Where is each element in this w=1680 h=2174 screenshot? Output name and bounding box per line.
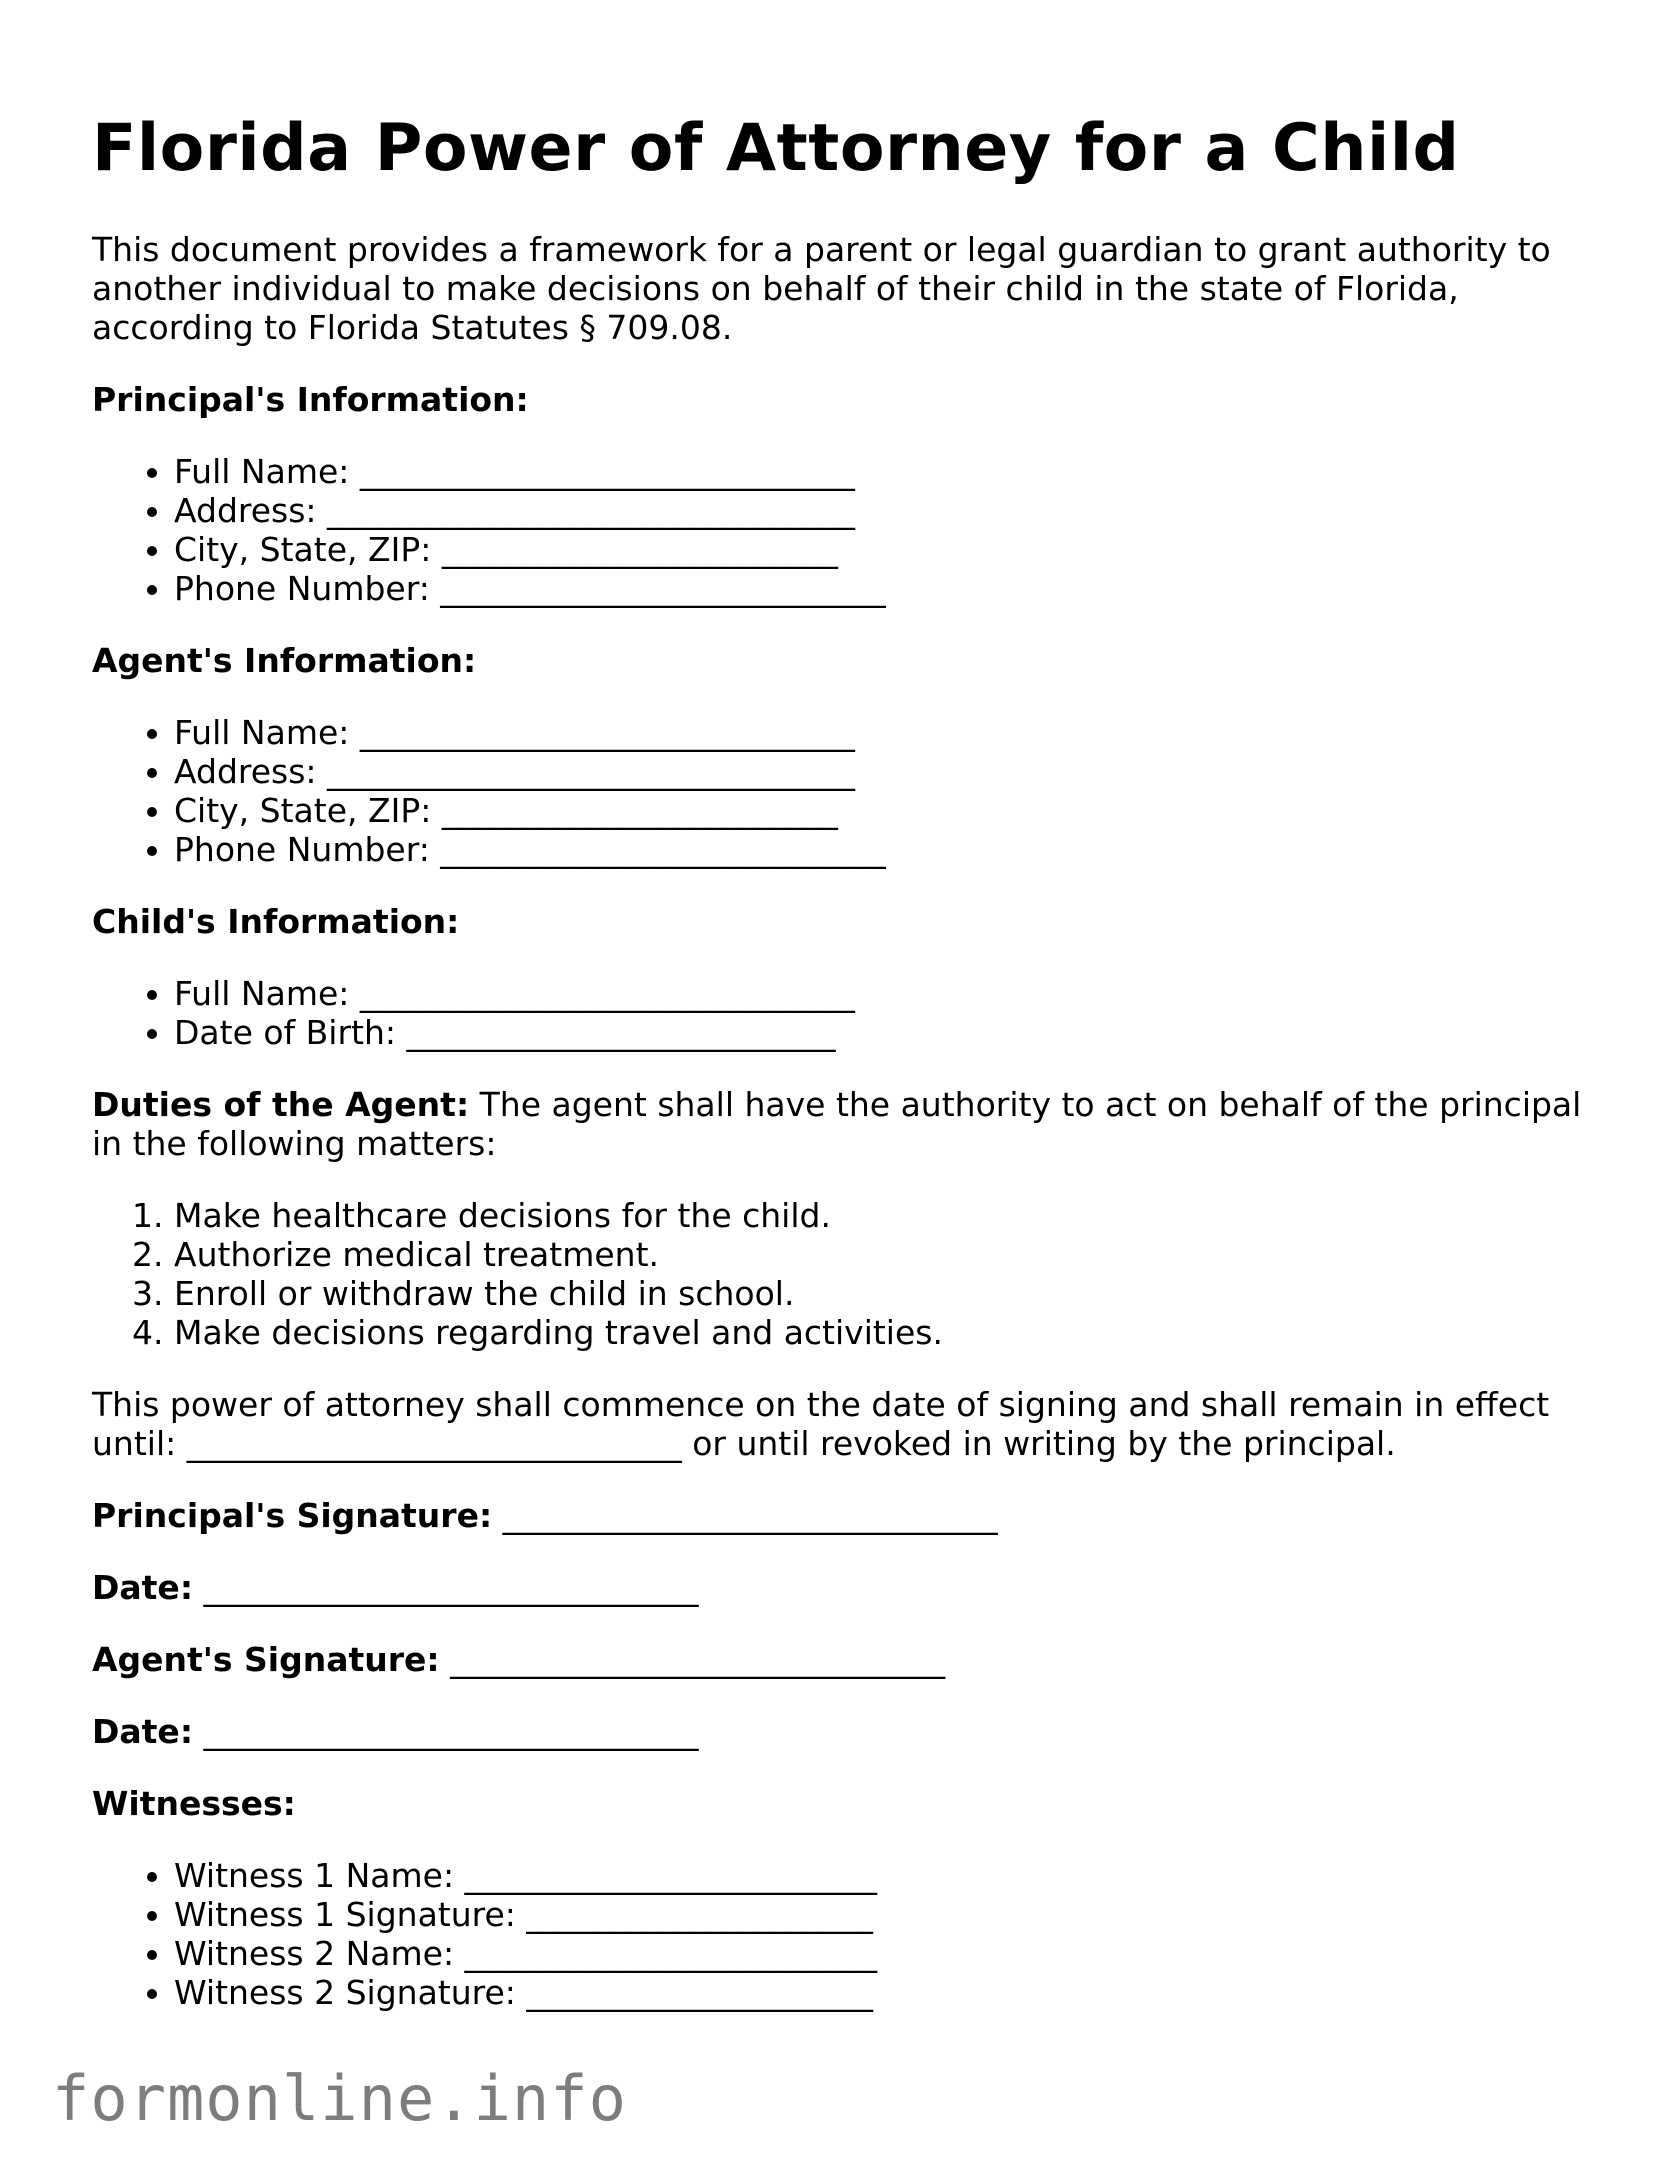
duties-list <box>92 1196 1592 1352</box>
principal-phone-field: • Phone Number: ___________________________ <box>174 569 1592 608</box>
duty-item: 1. Make healthcare decisions for the child. <box>174 1196 1592 1235</box>
witness-1-name-field: • Witness 1 Name: _________________________ <box>174 1856 1592 1895</box>
principal-address-field: • Address: ________________________________ <box>174 491 1592 530</box>
child-info-list <box>92 974 1592 1052</box>
principal-info-heading: Principal's Information: <box>92 380 529 419</box>
agent-city-state-zip-field: • City, State, ZIP: ________________________ <box>174 791 1592 830</box>
agent-info-list <box>92 713 1592 869</box>
duty-item: 4. Make decisions regarding travel and activities. <box>174 1313 1592 1352</box>
principal-city-state-zip-field: • City, State, ZIP: ________________________ <box>174 530 1592 569</box>
agent-date-line <box>92 1712 1592 1751</box>
principal-info-list <box>92 452 1592 608</box>
duties-text: The agent shall have the authority to act on behalf of the principal in the following matters: <box>92 1085 1582 1163</box>
agent-signature-label: Agent's Signature: <box>92 1640 440 1679</box>
duties-paragraph <box>92 1085 1592 1163</box>
duties-heading: Duties of the Agent: <box>92 1085 470 1124</box>
intro-paragraph: This document provides a framework for a parent or legal guardian to grant authority to another individual to make decisions on behalf of their child in the state of Florida, according to Florida Statutes § 709.08. <box>92 230 1551 347</box>
agent-signature-line <box>92 1640 1592 1679</box>
watermark: formonline.info <box>52 2062 627 2135</box>
duty-item: 2. Authorize medical treatment. <box>174 1235 1592 1274</box>
witness-2-signature-field: • Witness 2 Signature: _____________________ <box>174 1973 1592 2012</box>
agent-address-field: • Address: ________________________________ <box>174 752 1592 791</box>
page-title: Florida Power of Attorney for a Child <box>92 111 1460 186</box>
witnesses-heading: Witnesses: <box>92 1784 296 1823</box>
principal-full-name-field: • Full Name: ______________________________ <box>174 452 1592 491</box>
agent-signature-blank: ______________________________ <box>439 1640 946 1679</box>
term-paragraph: This power of attorney shall commence on the date of signing and shall remain in effect until: ______________________________ or until revoked in writing by the principal. <box>92 1385 1550 1463</box>
principal-signature-label: Principal's Signature: <box>92 1496 493 1535</box>
child-dob-field: • Date of Birth: __________________________ <box>174 1013 1592 1052</box>
witness-1-signature-field: • Witness 1 Signature: _____________________ <box>174 1895 1592 1934</box>
agent-date-label: Date: <box>92 1712 194 1751</box>
agent-full-name-field: • Full Name: ______________________________ <box>174 713 1592 752</box>
principal-date-blank: ______________________________ <box>193 1568 699 1607</box>
principal-signature-blank: ______________________________ <box>492 1496 998 1535</box>
witnesses-list <box>92 1856 1592 2012</box>
duty-item: 3. Enroll or withdraw the child in school. <box>174 1274 1592 1313</box>
agent-date-blank: ______________________________ <box>193 1712 699 1751</box>
document-page <box>92 110 1592 2045</box>
principal-date-label: Date: <box>92 1568 194 1607</box>
agent-phone-field: • Phone Number: ___________________________ <box>174 830 1592 869</box>
principal-date-line <box>92 1568 1592 1607</box>
child-info-heading: Child's Information: <box>92 902 460 941</box>
principal-signature-line <box>92 1496 1592 1535</box>
witness-2-name-field: • Witness 2 Name: _________________________ <box>174 1934 1592 1973</box>
child-full-name-field: • Full Name: ______________________________ <box>174 974 1592 1013</box>
agent-info-heading: Agent's Information: <box>92 641 477 680</box>
